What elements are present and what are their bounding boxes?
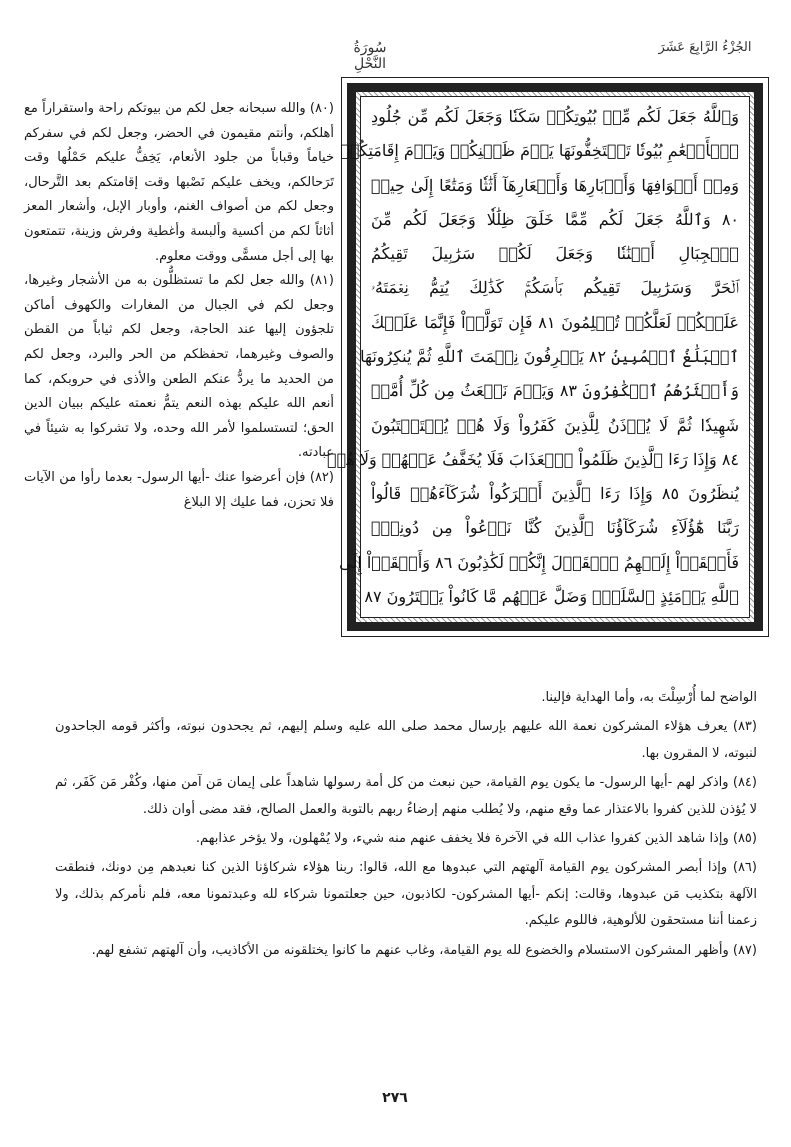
quran-line: وَٱللَّهُ جَعَلَ لَكُم مِّنۢ بُيُوتِكُمۡ سَكَنٗا وَجَعَلَ لَكُم مِّن جُلُودِ	[371, 107, 739, 126]
page-number: ٢٧٦	[382, 1090, 408, 1106]
quran-line: ٱلۡأَنۡعَٰمِ بُيُوتٗا تَسۡتَخِفُّونَهَا يَوۡمَ ظَعۡنِكُمۡ وَيَوۡمَ إِقَامَتِكُمۡ	[340, 141, 739, 161]
quran-line: ٱلۡجِبَالِ أَكۡنَٰنٗا وَجَعَلَ لَكُمۡ سَرَٰبِيلَ تَقِيكُمُ	[371, 244, 739, 264]
tafsir-paragraph: (٨١) والله جعل لكم ما تستظلُّون به من الأشجار وغيرها، وجعل لكم في الجبال من المغارات والكهوف أماكن تلجؤون إليها عند الحاجة، وجعل لكم ثياباً من القطن والصوف وغيرهما، تحفظكم من الحر والبرد، وجعل لكم من الحديد ما يردُّ عنكم الطعن والأذى في حروبكم، كما أنعم الله عليكم بهذه النعم يتمُّ نعمته عليكم ببيان الدين الحق؛ لتستسلموا لأمر الله وحده، ولا تشركوا به شيئاً في عبادته.	[24, 273, 334, 461]
tafsir-bottom-section	[55, 685, 757, 967]
quran-line: شَهِيدٗا ثُمَّ لَا يُؤۡذَنُ لِلَّذِينَ كَفَرُواْ وَلَا هُمۡ يُسۡتَعۡتَبُونَ	[371, 415, 739, 435]
surah-name-header: سُورَةُ النَّحْلِ	[353, 40, 387, 72]
tafsir-paragraph: (٨٠) والله سبحانه جعل لكم من بيوتكم راحة واستقراراً مع أهلكم، وأنتم مقيمون في الحضر، وجعل لكم في سفركم خياماً وقباباً من جلود الأنعام، يَخِفُّ عليكم حَمْلُها وقت تَرَحالكم، ويخف عليكم نَصْبها وقت إقامتكم بعد التَّرحال، وجعل لكم من أصواف الغنم، وأوبار الإبل، وأشعار المعز أثاثاً لكم من أكسية وألبسة وأغطية وفرش وزينة، تتمتعون بها إلى أجل مسمًّى ووقت معلوم.	[24, 101, 334, 264]
quran-line: وَأَكۡثَرُهُمُ ٱلۡكَٰفِرُونَ ٨٣ وَيَوۡمَ نَبۡعَثُ مِن كُلِّ أُمَّةٖ	[371, 381, 739, 401]
quran-line: ٱلۡبَلَٰغُ ٱلۡمُبِينُ ٨٢ يَعۡرِفُونَ نِعۡمَتَ ٱللَّهِ ثُمَّ يُنكِرُونَهَا	[360, 346, 739, 366]
quran-line: ٨٠ وَٱللَّهُ جَعَلَ لَكُم مِّمَّا خَلَقَ ظِلَٰلٗا وَجَعَلَ لَكُم مِّنَ	[371, 209, 739, 229]
tafsir-paragraph: (٨٦) وإذا أبصر المشركون يوم القيامة آلهتهم التي عبدوها مع الله، قالوا: ربنا هؤلاء شركاؤنا الذين كنا نعبدهم مِن دونك، فنطقت الآلهة بتكذيب مَن عبدوها، وقالت: إنكم -أيها المشركون- لكاذبون، حين جعلتمونا شركاء لله وعبدتمونا معه، فلم نأمركم بذلك، ولا زعمنا أننا مستحقون للألوهية، فاللوم عليكم.	[55, 860, 757, 929]
quran-line: وَمِنۡ أَصۡوَافِهَا وَأَوۡبَارِهَا وَأَشۡعَارِهَآ أَثَٰثٗا وَمَتَٰعًا إِلَىٰ حِينٖ	[371, 175, 739, 195]
quran-frame-border	[327, 83, 763, 631]
tafsir-paragraph: (٨٥) وإذا شاهد الذين كفروا عذاب الله في الآخرة فلا يخفف عنهم منه شيء، ولا يُمْهلون، ولا يؤخر عذابهم.	[195, 831, 757, 847]
tafsir-side-column	[24, 97, 334, 515]
quran-line: عَلَيۡكُمۡ لَعَلَّكُمۡ تُسۡلِمُونَ ٨١ فَإِن تَوَلَّوۡاْ فَإِنَّمَا عَلَيۡكَ	[371, 312, 739, 332]
tafsir-paragraph: (٨٣) يعرف هؤلاء المشركون نعمة الله عليهم بإرسال محمد صلى الله عليه وسلم إليهم، ثم يجحدون نبوته، وأكثر قومه الجاحدون لنبوته، لا المقرون بها.	[55, 719, 757, 761]
quran-line: ٨٤ وَإِذَا رَءَا ٱلَّذِينَ ظَلَمُواْ ٱلۡعَذَابَ فَلَا يُخَفَّفُ عَنۡهُمۡ وَلَا هُمۡ	[327, 449, 739, 469]
quran-text-panel	[327, 96, 750, 618]
quran-line: ٱلۡحَرَّ وَسَرَٰبِيلَ تَقِيكُم بَأۡسَكُمۡۚ كَذَٰلِكَ يُتِمُّ نِعۡمَتَهُۥ	[371, 278, 739, 298]
juz-name-header: الجُزْءُ الرَّابِعَ عَشَرَ	[658, 40, 752, 55]
tafsir-paragraph: (٨٤) واذكر لهم -أيها الرسول- ما يكون يوم القيامة، حين نبعث من كل أمة رسولها شاهداً على إيمان مَن آمن منها، وكُفْر مَن كَفَر، ثم لا يُؤذن للذين كفروا بالاعتذار عما وقع منهم، ولا يُطلب منهم إرضاءُ ربهم بالتوبة والعمل الصالح، فقد مضى أوان ذلك.	[55, 775, 757, 817]
quran-line: ٱللَّهِ يَوۡمَئِذٍ ٱلسَّلَمَۖ وَضَلَّ عَنۡهُم مَّا كَانُواْ يَفۡتَرُونَ ٨٧	[364, 586, 739, 606]
quran-line: رَبَّنَا هَٰٓؤُلَآءِ شُرَكَآؤُنَا ٱلَّذِينَ كُنَّا نَدۡعُواْ مِن دُونِكَۖ	[371, 518, 740, 538]
quran-frame	[327, 77, 769, 637]
tafsir-paragraph: الواضح لما أُرْسِلْتَ به، وأما الهداية فإلينا.	[541, 690, 757, 705]
quran-line: يُنظَرُونَ ٨٥ وَإِذَا رَءَا ٱلَّذِينَ أَشۡرَكُواْ شُرَكَآءَهُمۡ قَالُواْ	[371, 484, 740, 504]
tafsir-paragraph: (٨٢) فإن أعرضوا عنك -أيها الرسول- بعدما رأوا من الآيات فلا تحزن، فما عليك إلا البلاغ	[24, 469, 334, 510]
quran-line: فَأَلۡقَوۡاْ إِلَيۡهِمُ ٱلۡقَوۡلَ إِنَّكُمۡ لَكَٰذِبُونَ ٨٦ وَأَلۡقَوۡاْ إِلَى	[339, 552, 739, 572]
tafsir-paragraph: (٨٧) وأظهر المشركون الاستسلام والخضوع لله يوم القيامة، وغاب عنهم ما كانوا يختلقونه من الأكاذيب، وأن آلهتهم تشفع لهم.	[91, 942, 757, 958]
